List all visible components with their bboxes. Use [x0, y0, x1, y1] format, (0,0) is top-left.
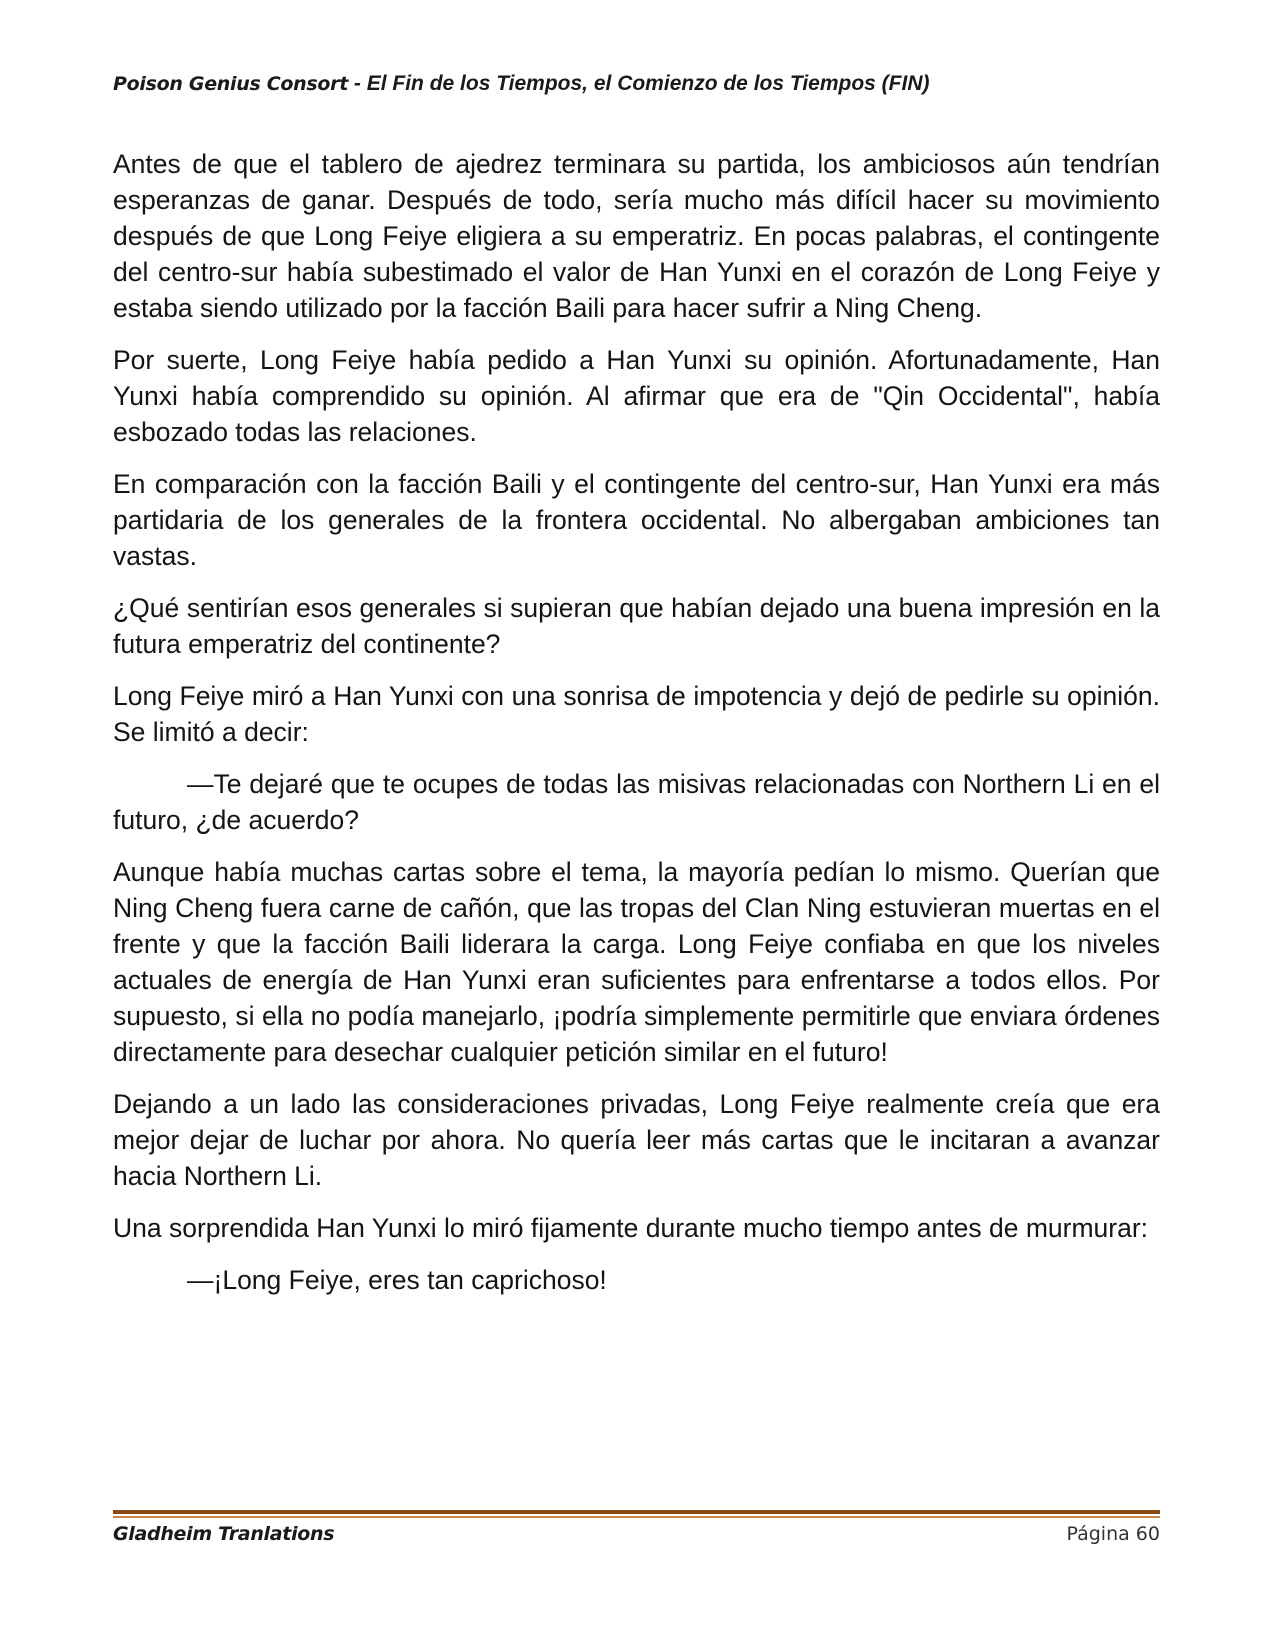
dialogue-paragraph: —Te dejaré que te ocupes de todas las misivas relacionadas con Northern Li en el futuro, ¿de acuerdo? — [113, 769, 1160, 835]
paragraph: Aunque había muchas cartas sobre el tema, la mayoría pedían lo mismo. Querían que Ning Cheng fuera carne de cañón, que las tropas del Clan Ning estuvieran muertas en el frente y que la facción Baili liderara la carga. Long Feiye confiaba en que los niveles actuales de energía de Han Yunxi eran suficientes para enfrentarse a todos ellos. Por supuesto, si ella no podía manejarlo, ¡podría simplemente permitirle que enviara órdenes directamente para desechar cualquier petición similar en el futuro! — [113, 857, 1160, 1067]
body-text — [113, 146, 1160, 1314]
paragraph: Una sorprendida Han Yunxi lo miró fijamente durante mucho tiempo antes de murmurar: — [113, 1213, 1149, 1243]
paragraph: Long Feiye miró a Han Yunxi con una sonrisa de impotencia y dejó de pedirle su opinión. Se limitó a decir: — [113, 681, 1160, 747]
footer-divider — [113, 1510, 1160, 1518]
paragraph: Dejando a un lado las consideraciones privadas, Long Feiye realmente creía que era mejor dejar de luchar por ahora. No quería leer más cartas que le incitaran a avanzar hacia Northern Li. — [113, 1089, 1160, 1191]
paragraph: En comparación con la facción Baili y el contingente del centro-sur, Han Yunxi era más partidaria de los generales de la frontera occidental. No albergaban ambiciones tan vastas. — [113, 469, 1160, 571]
page-number: Página 60 — [1066, 1523, 1160, 1545]
paragraph: Por suerte, Long Feiye había pedido a Han Yunxi su opinión. Afortunadamente, Han Yunxi había comprendido su opinión. Al afirmar que era de "Qin Occidental", había esbozado todas las relaciones. — [113, 345, 1160, 447]
footer-publisher: Gladheim Tranlations — [113, 1523, 335, 1545]
dialogue-paragraph: —¡Long Feiye, eres tan caprichoso! — [187, 1265, 607, 1295]
series-title: Poison Genius Consort — [113, 73, 349, 95]
paragraph: ¿Qué sentirían esos generales si supieran que habían dejado una buena impresión en la futura emperatriz del continente? — [113, 593, 1160, 659]
chapter-title: El Fin de los Tiempos, el Comienzo de los Tiempos (FIN) — [366, 72, 930, 95]
header-separator: - — [348, 72, 367, 95]
running-header — [113, 72, 1173, 96]
paragraph: Antes de que el tablero de ajedrez terminara su partida, los ambiciosos aún tendrían esperanzas de ganar. Después de todo, sería mucho más difícil hacer su movimiento después de que Long Feiye eligiera a su emperatriz. En pocas palabras, el contingente del centro-sur había subestimado el valor de Han Yunxi en el corazón de Long Feiye y estaba siendo utilizado por la facción Baili para hacer sufrir a Ning Cheng. — [113, 149, 1160, 323]
